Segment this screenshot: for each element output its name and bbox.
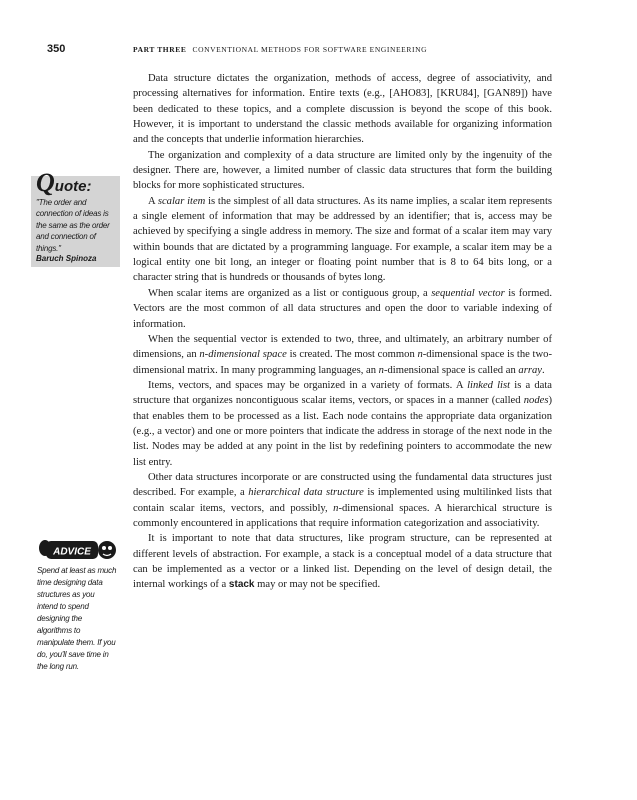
- advice-text: Spend at least as much time designing data structures as you intend to spend designing the algorithms to manipulate them. If you do, you'll save time in the long run.: [37, 566, 117, 671]
- chapter-title: CONVENTIONAL METHODS FOR SOFTWARE ENGINEERING: [192, 45, 428, 54]
- quote-initial: Q: [36, 168, 55, 197]
- running-head: [133, 45, 427, 54]
- paragraph: A scalar item is the simplest of all data structures. As its name implies, a scalar item represents a single element of information that may be addressed by an identifier; that is, access may be achieved by specifying a single address in memory. The size and format of a scalar item may vary within bounds that are dictated by a programming language. For example, a scalar item may be a logical entity one bit long, an integer or floating point number that is 8 to 64 bits long, or a character string that is hundreds or thousands of bytes long.: [133, 195, 553, 284]
- quote-text: "The order and connection of ideas is the same as the order and connection of things.": [36, 198, 110, 253]
- advice-label: ADVICE: [53, 546, 91, 558]
- part-label: PART THREE: [133, 45, 187, 54]
- page-number: 350: [47, 43, 66, 55]
- paragraph: Other data structures incorporate or are constructed using the fundamental data structures just described. For example, a hierarchical data structure is implemented using multilinked lists that contain scalar items, vectors, and possibly, n-dimensional spaces. A hierarchical structure is commonly encountered in applications that require information categorization and associativity.: [133, 471, 553, 529]
- paragraph: Items, vectors, and spaces may be organized in a variety of formats. A linked list is a data structure that organizes noncontiguous scalar items, vectors, or spaces in a manner (called nodes) that enables them to be processed as a list. Each node contains the appropriate data organization (e.g., a vector) and one or more pointers that indicate the address in storage of the next node in the list. Nodes may be added at any point in the list by redefining pointers to accommodate the new list entry.: [133, 379, 552, 468]
- paragraph: It is important to note that data structures, like program structure, can be represented at different levels of abstraction. For example, a stack is a conceptual model of a data structure that can be implemented as a vector or a linked list. Depending on the level of design detail, the internal workings of a stack may or may not be specified.: [133, 533, 552, 591]
- paragraph: Data structure dictates the organization, methods of access, degree of associativity, and processing alternatives for information. Entire texts (e.g., [AHO83], [KRU84], [GAN89]) have been dedicated to these topics, and a complete discussion is beyond the scope of this book. However, it is important to understand the classic methods available for organizing information and the concepts that underlie information hierarchies.: [133, 73, 552, 146]
- quote-label: uote:: [54, 178, 92, 195]
- advice-icon: [37, 534, 117, 566]
- quote-heading: [36, 168, 91, 198]
- paragraph: The organization and complexity of a data structure are limited only by the ingenuity of the designer. There are, however, a limited number of classic data structures that form the building blocks for more sophisticated structures.: [133, 149, 552, 192]
- paragraph: When scalar items are organized as a list or contiguous group, a sequential vector is formed. Vectors are the most common of all data structures and open the door to variable indexing of information.: [133, 287, 552, 330]
- paragraph: When the sequential vector is extended to two, three, and ultimately, an arbitrary number of dimensions, an n-dimensional space is created. The most common n-dimensional space is the two-dimensional matrix. In many programming languages, an n-dimensional space is called an array.: [133, 333, 552, 376]
- quote-author: Baruch Spinoza: [36, 254, 97, 263]
- body-text: [133, 71, 552, 593]
